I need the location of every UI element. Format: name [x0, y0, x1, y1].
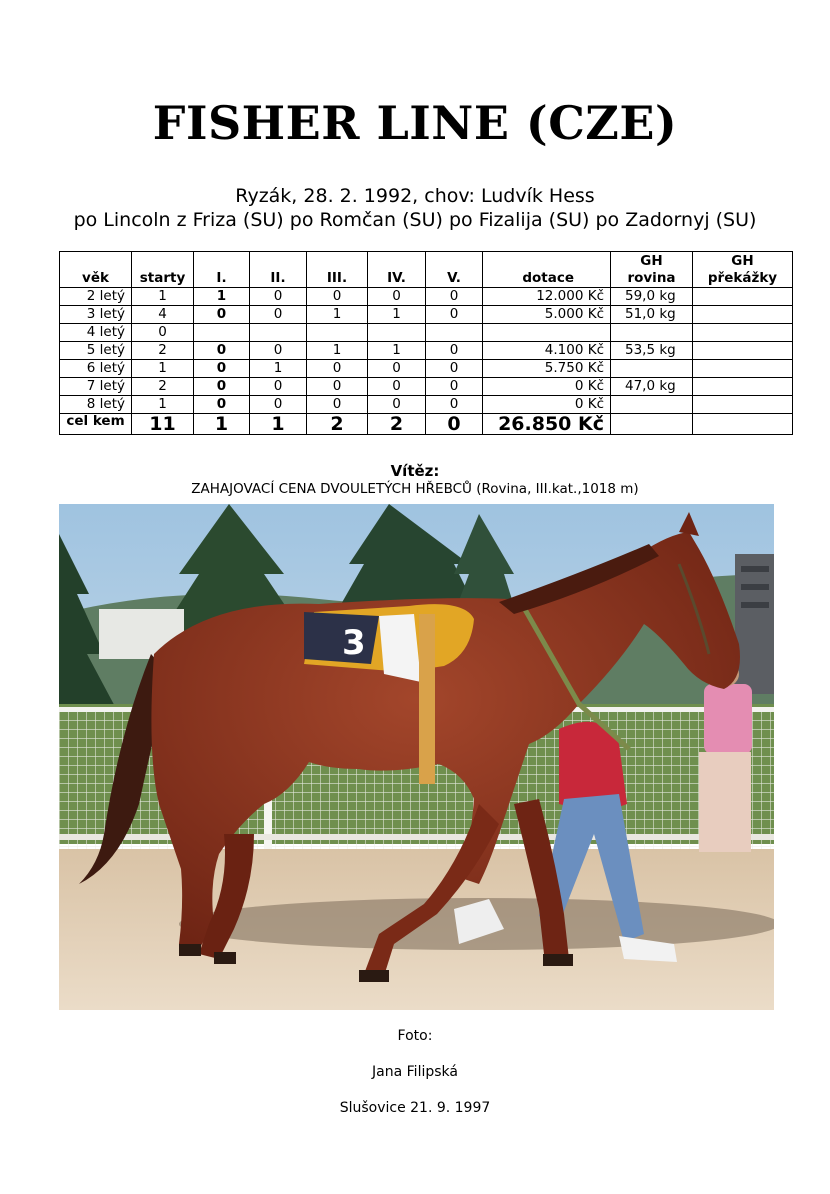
cell-age: 7 letý	[60, 378, 132, 396]
table-row	[60, 360, 793, 378]
table-row	[60, 306, 793, 324]
pedigree-line: po Lincoln z Friza (SU) po Romčan (SU) po Fizalija (SU) po Zadornyj (SU)	[73, 209, 757, 231]
cell-place-1	[194, 324, 250, 342]
cell-gh-jump	[693, 306, 793, 324]
cell-starts: 1	[132, 360, 194, 378]
cell-gh-jump	[693, 396, 793, 414]
cell-place-1: 0	[194, 360, 250, 378]
cell-place-5: 0	[426, 288, 483, 306]
cell-prize: 0 Kč	[483, 378, 611, 396]
total-place-1: 1	[194, 414, 250, 435]
cell-place-5: 0	[426, 378, 483, 396]
cell-gh-jump	[693, 288, 793, 306]
cell-starts: 1	[132, 396, 194, 414]
cell-place-4	[368, 324, 426, 342]
cell-place-4: 0	[368, 396, 426, 414]
cell-age: 5 letý	[60, 342, 132, 360]
header-starts: starty	[132, 252, 194, 288]
cell-place-3: 0	[307, 378, 368, 396]
total-place-5: 0	[426, 414, 483, 435]
cell-place-5: 0	[426, 342, 483, 360]
cell-place-4: 0	[368, 288, 426, 306]
cell-age: 4 letý	[60, 324, 132, 342]
horse-info: Ryzák, 28. 2. 1992, chov: Ludvík Hess	[235, 185, 595, 207]
cell-gh-jump	[693, 324, 793, 342]
cell-gh-flat: 51,0 kg	[611, 306, 693, 324]
winner-label: Vítěz:	[390, 462, 440, 480]
table-row	[60, 396, 793, 414]
total-starts: 11	[132, 414, 194, 435]
header-age: věk	[60, 252, 132, 288]
cell-place-2: 0	[250, 306, 307, 324]
header-gh-jump: GH překážky	[693, 252, 793, 288]
cell-gh-flat	[611, 360, 693, 378]
cell-place-4: 1	[368, 306, 426, 324]
cell-gh-jump	[693, 360, 793, 378]
cell-starts: 1	[132, 288, 194, 306]
total-place-2: 1	[250, 414, 307, 435]
cell-gh-flat: 59,0 kg	[611, 288, 693, 306]
cell-prize: 5.750 Kč	[483, 360, 611, 378]
cell-place-3: 1	[307, 306, 368, 324]
total-label: cel kem	[60, 414, 132, 435]
total-gh-jump	[693, 414, 793, 435]
saddle-number: 3	[342, 623, 366, 663]
cell-place-3: 0	[307, 396, 368, 414]
cell-starts: 0	[132, 324, 194, 342]
cell-place-5	[426, 324, 483, 342]
cell-place-1: 1	[194, 288, 250, 306]
cell-age: 2 letý	[60, 288, 132, 306]
cell-place-3: 1	[307, 342, 368, 360]
header-gh-flat: GH rovina	[611, 252, 693, 288]
table-row	[60, 288, 793, 306]
photo-place-date: Slušovice 21. 9. 1997	[339, 1100, 491, 1116]
cell-gh-flat: 53,5 kg	[611, 342, 693, 360]
table-total-row	[60, 414, 793, 435]
total-place-4: 2	[368, 414, 426, 435]
cell-prize: 5.000 Kč	[483, 306, 611, 324]
cell-gh-jump	[693, 378, 793, 396]
cell-starts: 2	[132, 342, 194, 360]
cell-place-3: 0	[307, 360, 368, 378]
header-place-3: III.	[307, 252, 368, 288]
cell-gh-jump	[693, 342, 793, 360]
cell-place-2: 0	[250, 396, 307, 414]
header-place-2: II.	[250, 252, 307, 288]
cell-place-4: 0	[368, 378, 426, 396]
horse-photo	[59, 504, 774, 1010]
winner-race: ZAHAJOVACÍ CENA DVOULETÝCH HŘEBCŮ (Rovina, III.kat.,1018 m)	[191, 481, 639, 497]
cell-place-1: 0	[194, 396, 250, 414]
cell-place-3	[307, 324, 368, 342]
cell-place-2: 1	[250, 360, 307, 378]
cell-gh-flat	[611, 324, 693, 342]
cell-place-2: 0	[250, 288, 307, 306]
header-place-5: V.	[426, 252, 483, 288]
cell-place-4: 1	[368, 342, 426, 360]
cell-place-3: 0	[307, 288, 368, 306]
cell-place-2	[250, 324, 307, 342]
photo-caption-label: Foto:	[397, 1028, 433, 1044]
cell-place-1: 0	[194, 378, 250, 396]
cell-age: 3 letý	[60, 306, 132, 324]
cell-place-2: 0	[250, 378, 307, 396]
cell-prize: 4.100 Kč	[483, 342, 611, 360]
table-header-row	[60, 252, 793, 288]
table-row	[60, 378, 793, 396]
race-stats-table	[59, 251, 793, 435]
cell-prize: 0 Kč	[483, 396, 611, 414]
cell-prize	[483, 324, 611, 342]
cell-place-2: 0	[250, 342, 307, 360]
cell-place-4: 0	[368, 360, 426, 378]
header-prize: dotace	[483, 252, 611, 288]
cell-gh-flat: 47,0 kg	[611, 378, 693, 396]
cell-place-1: 0	[194, 342, 250, 360]
cell-place-5: 0	[426, 396, 483, 414]
photographer-name: Jana Filipská	[372, 1064, 458, 1080]
total-prize: 26.850 Kč	[483, 414, 611, 435]
table-row	[60, 342, 793, 360]
cell-starts: 4	[132, 306, 194, 324]
page-title: FISHER LINE (CZE)	[152, 96, 678, 150]
total-gh-flat	[611, 414, 693, 435]
cell-place-1: 0	[194, 306, 250, 324]
header-place-4: IV.	[368, 252, 426, 288]
cell-place-5: 0	[426, 360, 483, 378]
cell-age: 6 letý	[60, 360, 132, 378]
cell-prize: 12.000 Kč	[483, 288, 611, 306]
cell-gh-flat	[611, 396, 693, 414]
table-row	[60, 324, 793, 342]
header-place-1: I.	[194, 252, 250, 288]
cell-starts: 2	[132, 378, 194, 396]
total-place-3: 2	[307, 414, 368, 435]
cell-age: 8 letý	[60, 396, 132, 414]
cell-place-5: 0	[426, 306, 483, 324]
